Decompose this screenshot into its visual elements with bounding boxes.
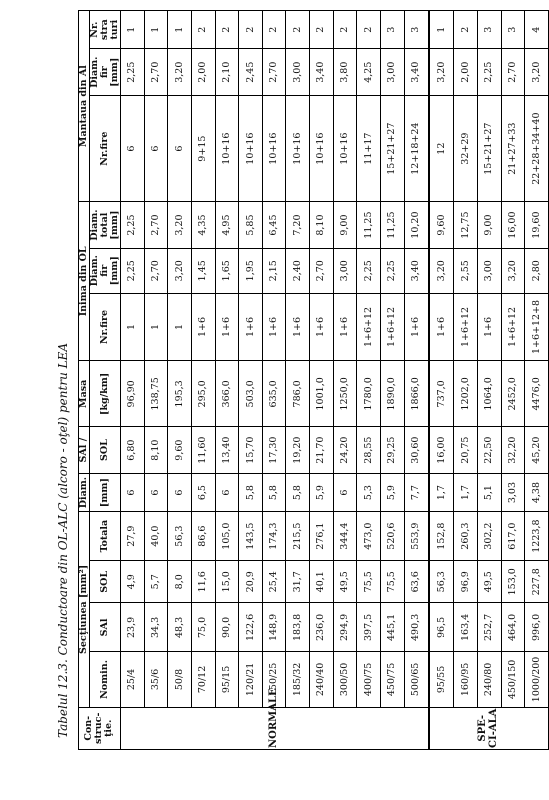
table-cell: 1 xyxy=(144,293,168,361)
table-cell: 9,00 xyxy=(333,202,357,249)
table-cell: 50/8 xyxy=(168,652,192,707)
table-cell: 1866,0 xyxy=(404,361,429,427)
table-row xyxy=(262,11,286,750)
header-nr-straturi: Nr. stra turi xyxy=(89,11,120,49)
table-cell: 503,0 xyxy=(239,361,263,427)
table-cell: 2,25 xyxy=(477,49,501,96)
table-cell: 30,60 xyxy=(404,427,429,474)
table-cell: 1000/200 xyxy=(525,652,549,707)
table-cell: 3,20 xyxy=(501,248,525,293)
table-cell: 1+6 xyxy=(191,293,215,361)
table-cell: 45,20 xyxy=(525,427,549,474)
table-cell: 3,00 xyxy=(477,248,501,293)
construction-group-label: SPE-CI-ALA xyxy=(429,707,548,749)
table-row xyxy=(454,11,478,750)
table-cell: 295,0 xyxy=(191,361,215,427)
table-cell: 40,1 xyxy=(310,561,334,603)
table-cell: 29,25 xyxy=(381,427,405,474)
table-cell: 1+6 xyxy=(215,293,239,361)
table-cell: 19,20 xyxy=(286,427,310,474)
table-cell: 95/55 xyxy=(429,652,454,707)
header-diam-fir-al: Diam. fir [mm] xyxy=(89,49,120,96)
table-cell: 3 xyxy=(381,11,405,49)
table-cell: 160/95 xyxy=(454,652,478,707)
table-cell: 302,2 xyxy=(477,512,501,561)
table-cell: 15,70 xyxy=(239,427,263,474)
table-cell: 19,60 xyxy=(525,202,549,249)
table-cell: 635,0 xyxy=(262,361,286,427)
table-cell: 95/15 xyxy=(215,652,239,707)
table-cell: 1+6 xyxy=(262,293,286,361)
table-cell: 2,55 xyxy=(454,248,478,293)
conductor-table xyxy=(78,10,549,750)
table-cell: 2,45 xyxy=(239,49,263,96)
table-cell: 5,8 xyxy=(262,473,286,511)
table-cell: 10,20 xyxy=(404,202,429,249)
table-cell: 1+6 xyxy=(239,293,263,361)
table-cell: 6 xyxy=(120,473,144,511)
table-cell: 6 xyxy=(215,473,239,511)
table-cell: 240/80 xyxy=(477,652,501,707)
table-cell: 2,25 xyxy=(120,49,144,96)
table-cell: 12 xyxy=(429,96,454,202)
table-row xyxy=(429,11,454,750)
table-cell: 1,95 xyxy=(239,248,263,293)
table-cell: 7,20 xyxy=(286,202,310,249)
table-cell: 21,70 xyxy=(310,427,334,474)
table-row xyxy=(525,11,549,750)
table-row xyxy=(501,11,525,750)
table-cell: 25,4 xyxy=(262,561,286,603)
table-cell: 183,8 xyxy=(286,603,310,652)
table-cell: 227,8 xyxy=(525,561,549,603)
table-cell: 500/65 xyxy=(404,652,429,707)
table-cell: 40,0 xyxy=(144,512,168,561)
table-cell: 32+29 xyxy=(454,96,478,202)
table-cell: 20,9 xyxy=(239,561,263,603)
table-cell: 22,50 xyxy=(477,427,501,474)
table-cell: 3,00 xyxy=(333,248,357,293)
table-row xyxy=(381,11,405,750)
construction-group-label: NORMALE xyxy=(120,707,429,749)
table-cell: 2 xyxy=(191,11,215,49)
table-cell: 617,0 xyxy=(501,512,525,561)
table-cell: 16,00 xyxy=(501,202,525,249)
header-s-ol: SOL xyxy=(89,561,120,603)
table-cell: 276,1 xyxy=(310,512,334,561)
header-ratio-top: SAl / xyxy=(79,427,90,474)
table-cell: 6 xyxy=(120,96,144,202)
table-cell: 490,3 xyxy=(404,603,429,652)
table-row xyxy=(286,11,310,750)
table-cell: 6,80 xyxy=(120,427,144,474)
table-cell: 75,0 xyxy=(191,603,215,652)
table-cell: 1 xyxy=(168,11,192,49)
table-cell: 2,00 xyxy=(454,49,478,96)
table-cell: 464,0 xyxy=(501,603,525,652)
table-cell: 2452,0 xyxy=(501,361,525,427)
table-cell: 25/4 xyxy=(120,652,144,707)
table-cell: 260,3 xyxy=(454,512,478,561)
table-row xyxy=(333,11,357,750)
table-cell: 344,4 xyxy=(333,512,357,561)
table-cell: 21+27+33 xyxy=(501,96,525,202)
table-cell: 195,3 xyxy=(168,361,192,427)
table-cell: 1 xyxy=(120,293,144,361)
table-cell: 17,30 xyxy=(262,427,286,474)
table-cell: 4,38 xyxy=(525,473,549,511)
table-cell: 3,20 xyxy=(168,49,192,96)
header-nr-fire-ol: Nr.fire xyxy=(89,293,120,361)
table-cell: 2,25 xyxy=(120,248,144,293)
table-cell: 5,1 xyxy=(477,473,501,511)
table-cell: 9+15 xyxy=(191,96,215,202)
table-row xyxy=(120,11,144,750)
table-cell: 240/40 xyxy=(310,652,334,707)
table-cell: 122,6 xyxy=(239,603,263,652)
table-cell: 2,25 xyxy=(120,202,144,249)
table-cell: 3,20 xyxy=(525,49,549,96)
table-cell: 9,00 xyxy=(477,202,501,249)
table-cell: 6 xyxy=(144,473,168,511)
table-cell: 48,3 xyxy=(168,603,192,652)
table-cell: 24,20 xyxy=(333,427,357,474)
table-cell: 553,9 xyxy=(404,512,429,561)
table-cell: 3,40 xyxy=(404,49,429,96)
table-cell: 3,40 xyxy=(310,49,334,96)
table-cell: 1+6 xyxy=(286,293,310,361)
header-diam-fir-ol: Diam. fir [mm] xyxy=(89,248,120,293)
table-cell: 2 xyxy=(262,11,286,49)
table-cell: 6 xyxy=(168,96,192,202)
table-cell: 3,20 xyxy=(429,49,454,96)
table-cell: 1+6 xyxy=(477,293,501,361)
table-cell: 56,3 xyxy=(429,561,454,603)
table-cell: 23,9 xyxy=(120,603,144,652)
table-cell: 31,7 xyxy=(286,561,310,603)
table-cell: 3,00 xyxy=(381,49,405,96)
table-cell: 96,9 xyxy=(454,561,478,603)
table-cell: 1780,0 xyxy=(357,361,381,427)
table-cell: 12+18+24 xyxy=(404,96,429,202)
table-cell: 3,20 xyxy=(168,202,192,249)
table-cell: 10+16 xyxy=(333,96,357,202)
table-cell: 152,8 xyxy=(429,512,454,561)
table-cell: 2,70 xyxy=(310,248,334,293)
table-cell: 4,9 xyxy=(120,561,144,603)
table-cell: 1+6+12 xyxy=(381,293,405,361)
table-row xyxy=(239,11,263,750)
table-cell: 9,60 xyxy=(429,202,454,249)
table-cell: 3,00 xyxy=(286,49,310,96)
table-cell: 2 xyxy=(454,11,478,49)
table-cell: 1+6+12 xyxy=(357,293,381,361)
table-cell: 10+16 xyxy=(310,96,334,202)
table-cell: 520,6 xyxy=(381,512,405,561)
table-cell: 366,0 xyxy=(215,361,239,427)
table-cell: 8,0 xyxy=(168,561,192,603)
table-cell: 1+6+12+8 xyxy=(525,293,549,361)
table-cell: 294,9 xyxy=(333,603,357,652)
table-row xyxy=(144,11,168,750)
table-cell: 138,75 xyxy=(144,361,168,427)
table-cell: 996,0 xyxy=(525,603,549,652)
table-cell: 2,10 xyxy=(215,49,239,96)
table-cell: 34,3 xyxy=(144,603,168,652)
table-cell: 1250,0 xyxy=(333,361,357,427)
table-cell: 5,7 xyxy=(144,561,168,603)
table-cell: 3 xyxy=(477,11,501,49)
table-cell: 22+28+34+40 xyxy=(525,96,549,202)
table-cell: 15+21+27 xyxy=(477,96,501,202)
table-cell: 2,70 xyxy=(144,49,168,96)
table-cell: 1 xyxy=(144,11,168,49)
table-cell: 2,70 xyxy=(262,49,286,96)
table-cell: 2,25 xyxy=(357,248,381,293)
table-cell: 150/25 xyxy=(262,652,286,707)
header-row-1 xyxy=(79,11,90,750)
table-cell: 6 xyxy=(144,96,168,202)
table-cell: 12,75 xyxy=(454,202,478,249)
rotated-table-wrapper xyxy=(78,10,542,750)
table-cell: 10+16 xyxy=(215,96,239,202)
table-cell: 1001,0 xyxy=(310,361,334,427)
table-cell: 1064,0 xyxy=(477,361,501,427)
table-cell: 3,40 xyxy=(404,248,429,293)
table-cell: 96,90 xyxy=(120,361,144,427)
table-cell: 1890,0 xyxy=(381,361,405,427)
table-cell: 56,3 xyxy=(168,512,192,561)
table-cell: 1202,0 xyxy=(454,361,478,427)
table-cell: 120/21 xyxy=(239,652,263,707)
table-cell: 3 xyxy=(501,11,525,49)
table-cell: 11,25 xyxy=(357,202,381,249)
table-cell: 163,4 xyxy=(454,603,478,652)
table-cell: 4,25 xyxy=(357,49,381,96)
table-cell: 174,3 xyxy=(262,512,286,561)
table-cell: 7,7 xyxy=(404,473,429,511)
table-row xyxy=(310,11,334,750)
table-cell: 737,0 xyxy=(429,361,454,427)
table-cell: 2,70 xyxy=(144,202,168,249)
table-cell: 90,0 xyxy=(215,603,239,652)
table-cell: 2,25 xyxy=(381,248,405,293)
table-cell: 185/32 xyxy=(286,652,310,707)
table-cell: 2,15 xyxy=(262,248,286,293)
table-cell: 1+6 xyxy=(404,293,429,361)
table-cell: 6,5 xyxy=(191,473,215,511)
table-cell: 6 xyxy=(333,473,357,511)
table-cell: 215,5 xyxy=(286,512,310,561)
table-cell: 10+16 xyxy=(239,96,263,202)
header-ratio-bottom: SOL xyxy=(89,427,120,474)
table-cell: 143,5 xyxy=(239,512,263,561)
table-cell: 1 xyxy=(429,11,454,49)
table-cell: 15+21+27 xyxy=(381,96,405,202)
header-mass: Masa xyxy=(79,361,90,427)
table-cell: 1223,8 xyxy=(525,512,549,561)
table-cell: 1,7 xyxy=(429,473,454,511)
table-cell: 86,6 xyxy=(191,512,215,561)
header-nr-fire-al: Nr.fire xyxy=(89,96,120,202)
table-cell: 8,10 xyxy=(310,202,334,249)
table-cell: 11,25 xyxy=(381,202,405,249)
table-cell: 49,5 xyxy=(333,561,357,603)
table-cell: 2,80 xyxy=(525,248,549,293)
table-cell: 75,5 xyxy=(357,561,381,603)
table-cell: 3,80 xyxy=(333,49,357,96)
table-cell: 2,70 xyxy=(144,248,168,293)
header-al-mantle: Mantaua din Al xyxy=(79,11,90,202)
table-cell: 49,5 xyxy=(477,561,501,603)
header-mass-unit: [kg/km] xyxy=(89,361,120,427)
table-cell: 32,20 xyxy=(501,427,525,474)
table-cell: 400/75 xyxy=(357,652,381,707)
table-cell: 105,0 xyxy=(215,512,239,561)
header-diam: Diam. xyxy=(79,473,90,511)
table-cell: 1,7 xyxy=(454,473,478,511)
table-cell: 2,70 xyxy=(501,49,525,96)
table-cell: 35/6 xyxy=(144,652,168,707)
table-cell: 3,03 xyxy=(501,473,525,511)
table-cell: 300/50 xyxy=(333,652,357,707)
table-cell: 5,3 xyxy=(357,473,381,511)
table-cell: 1+6+12 xyxy=(454,293,478,361)
table-cell: 2 xyxy=(357,11,381,49)
table-cell: 11,6 xyxy=(191,561,215,603)
table-row xyxy=(191,11,215,750)
table-cell: 1 xyxy=(120,11,144,49)
table-cell: 10+16 xyxy=(286,96,310,202)
table-cell: 2 xyxy=(239,11,263,49)
table-cell: 1,65 xyxy=(215,248,239,293)
header-section: Secţiunea [mm²] xyxy=(79,512,90,707)
table-cell: 1+6 xyxy=(310,293,334,361)
table-cell: 4,95 xyxy=(215,202,239,249)
table-body xyxy=(120,11,548,750)
table-cell: 10+16 xyxy=(262,96,286,202)
table-cell: 1+6 xyxy=(333,293,357,361)
table-cell: 5,9 xyxy=(381,473,405,511)
table-cell: 6,45 xyxy=(262,202,286,249)
table-cell: 4,35 xyxy=(191,202,215,249)
table-cell: 20,75 xyxy=(454,427,478,474)
table-cell: 5,8 xyxy=(286,473,310,511)
table-row xyxy=(168,11,192,750)
table-cell: 6 xyxy=(168,473,192,511)
table-cell: 13,40 xyxy=(215,427,239,474)
table-cell: 1 xyxy=(168,293,192,361)
table-cell: 473,0 xyxy=(357,512,381,561)
table-cell: 148,9 xyxy=(262,603,286,652)
table-cell: 2 xyxy=(286,11,310,49)
header-s-al: SAl xyxy=(89,603,120,652)
table-cell: 9,60 xyxy=(168,427,192,474)
table-cell: 5,8 xyxy=(239,473,263,511)
table-row xyxy=(215,11,239,750)
table-cell: 4 xyxy=(525,11,549,49)
table-cell: 450/150 xyxy=(501,652,525,707)
header-nomin: Nomin. xyxy=(89,652,120,707)
table-cell: 28,55 xyxy=(357,427,381,474)
table-cell: 63,6 xyxy=(404,561,429,603)
table-cell: 1,45 xyxy=(191,248,215,293)
table-cell: 3,20 xyxy=(168,248,192,293)
table-row xyxy=(477,11,501,750)
table-caption: Tabelul 12.3. Conductoare din OL-ALC (alcoro - oţel) pentru LEA xyxy=(56,342,70,738)
table-cell: 153,0 xyxy=(501,561,525,603)
table-cell: 236,0 xyxy=(310,603,334,652)
table-cell: 70/12 xyxy=(191,652,215,707)
table-cell: 4476,0 xyxy=(525,361,549,427)
table-cell: 252,7 xyxy=(477,603,501,652)
table-cell: 1+6+12 xyxy=(501,293,525,361)
table-cell: 3 xyxy=(404,11,429,49)
table-row xyxy=(404,11,429,750)
table-cell: 16,00 xyxy=(429,427,454,474)
table-cell: 450/75 xyxy=(381,652,405,707)
table-cell: 2 xyxy=(333,11,357,49)
table-cell: 445,1 xyxy=(381,603,405,652)
table-cell: 15,0 xyxy=(215,561,239,603)
table-cell: 11,60 xyxy=(191,427,215,474)
header-steel-core: Inima din OL xyxy=(79,202,90,361)
table-cell: 5,9 xyxy=(310,473,334,511)
table-cell: 27,9 xyxy=(120,512,144,561)
header-construction: Con- struc- ţie. xyxy=(79,707,121,749)
table-cell: 2 xyxy=(310,11,334,49)
table-cell: 11+17 xyxy=(357,96,381,202)
table-cell: 2 xyxy=(215,11,239,49)
table-cell: 3,20 xyxy=(429,248,454,293)
header-diam-unit: [mm] xyxy=(89,473,120,511)
table-cell: 96,5 xyxy=(429,603,454,652)
table-cell: 2,00 xyxy=(191,49,215,96)
table-cell: 397,5 xyxy=(357,603,381,652)
table-cell: 5,85 xyxy=(239,202,263,249)
table-cell: 1+6 xyxy=(429,293,454,361)
table-cell: 2,40 xyxy=(286,248,310,293)
table-cell: 75,5 xyxy=(381,561,405,603)
table-row xyxy=(357,11,381,750)
table-cell: 8,10 xyxy=(144,427,168,474)
header-total: Totala xyxy=(89,512,120,561)
header-diam-total: Diam. total [mm] xyxy=(89,202,120,249)
table-cell: 786,0 xyxy=(286,361,310,427)
